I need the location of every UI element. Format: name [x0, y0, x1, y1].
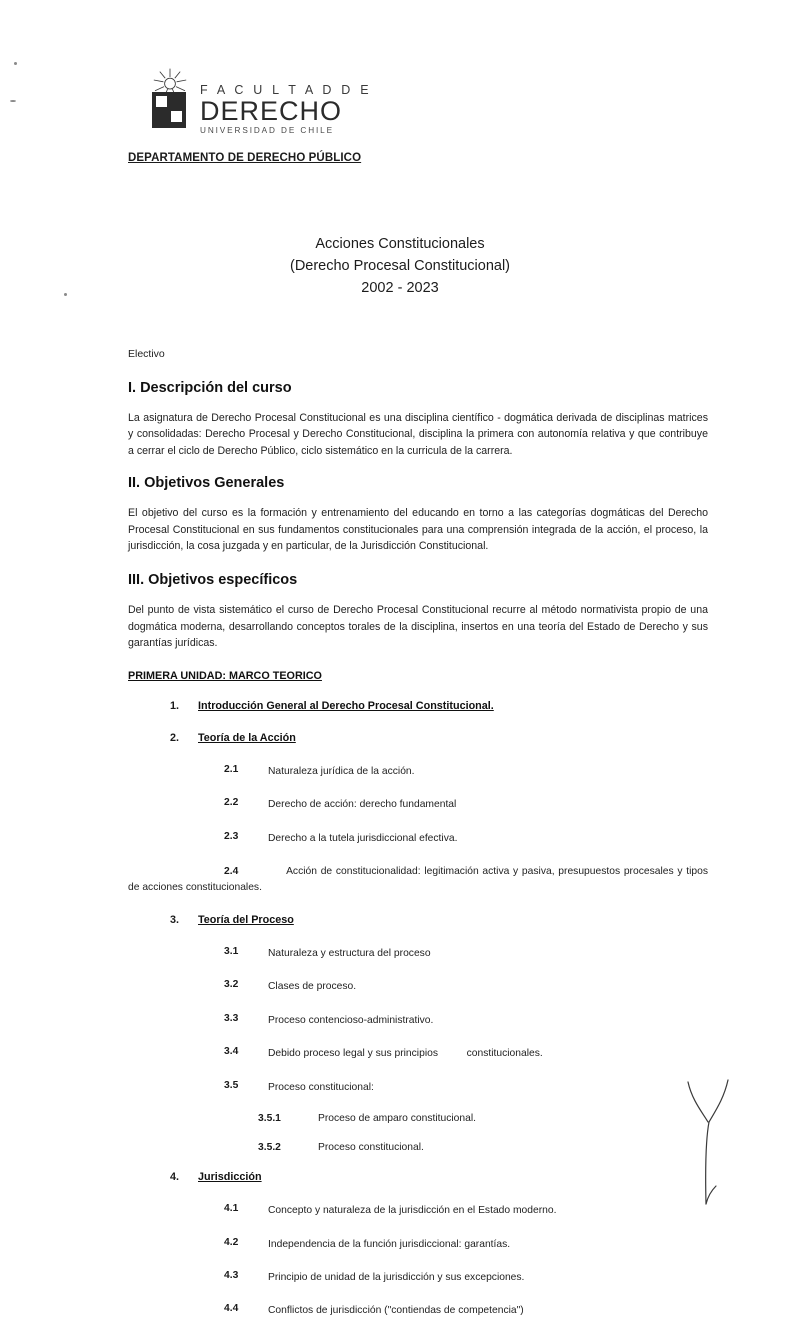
outline-number: 1.: [170, 699, 180, 712]
outline-text: Debido proceso legal y sus principios constitucionales.: [268, 1048, 543, 1060]
outline-number: 3.5.2: [258, 1142, 281, 1154]
outline-item: [128, 1203, 708, 1218]
logo-line-derecho: DERECHO: [200, 95, 343, 126]
outline-number: 4.: [170, 1171, 180, 1184]
outline-item: [128, 1046, 708, 1061]
outline-text: Concepto y naturaleza de la jurisdicción en el Estado moderno.: [268, 1205, 557, 1217]
outline-text: Proceso constitucional.: [318, 1142, 424, 1154]
section-heading-2: II. Objetivos Generales: [128, 475, 285, 492]
outline-number: 3.4: [224, 1046, 239, 1058]
outline-item: [128, 1303, 708, 1318]
outline-number: 4.1: [224, 1203, 239, 1215]
outline-text: Teoría del Proceso: [198, 913, 294, 926]
outline-text: Jurisdicción: [198, 1171, 262, 1184]
section-text-1: La asignatura de Derecho Procesal Constitucional es una disciplina científico - dogmática derivada de disciplinas matrices y consolidadas: Derecho Procesal y Derecho Constitucional, disciplina la primera con autonomía relativa y que contribuye a cerrar el ciclo de Derecho Público, ciclo sistemático en la curricula de la carrera.: [128, 412, 708, 457]
outline-number: 3.5.1: [258, 1113, 281, 1125]
outline-number: 2.1: [224, 763, 239, 775]
logo-line-faculty: F A C U L T A D D E: [200, 83, 372, 97]
page-bottom-edge: [0, 1220, 800, 1222]
outline-item: [128, 1013, 708, 1028]
outline-text: Acción de constitucionalidad: legitimación activa y pasiva, presupuestos procesales y tipos de acciones constitucionales.: [128, 865, 708, 893]
outline-item: [128, 700, 708, 712]
outline-number: 2.4: [224, 865, 239, 877]
outline-text: Teoría de la Acción: [198, 731, 296, 744]
scan-speck: [10, 100, 16, 102]
outline-text: Derecho a la tutela jurisdiccional efectiva.: [268, 832, 458, 844]
outline-text: Naturaleza y estructura del proceso: [268, 947, 431, 959]
outline-item: [128, 979, 708, 994]
outline-number: 3.1: [224, 945, 239, 957]
outline-item: [128, 914, 708, 926]
course-type: Electivo: [128, 348, 165, 360]
outline-number: 2.3: [224, 830, 239, 842]
outline-item: [128, 764, 708, 779]
section-text-2: El objetivo del curso es la formación y entrenamiento del educando en torno a las categorías dogmáticas del Derecho Procesal Constitucional en sus fundamentos constitucionales para una comprensión integrada de la acción, el proceso, la jurisdicción, la cosa juzgada y en particular, de la Jurisdicción Constitucional.: [128, 507, 708, 553]
document-body: [128, 348, 708, 1337]
outline-number: 3.: [170, 913, 180, 926]
outline-item: [128, 1142, 708, 1153]
logo-mark: [148, 68, 194, 130]
outline-item: [128, 946, 708, 961]
outline-number: 2.2: [224, 797, 239, 809]
section-heading-1: I. Descripción del curso: [128, 380, 292, 396]
outline-number: 3.3: [224, 1012, 239, 1024]
outline-item: [128, 864, 708, 896]
outline-item: [128, 1171, 708, 1183]
outline-text: Proceso contencioso-administrativo.: [268, 1014, 434, 1026]
unit-heading: PRIMERA UNIDAD: MARCO TEORICO: [128, 669, 322, 682]
department-heading: DEPARTAMENTO DE DERECHO PÚBLICO: [128, 152, 362, 164]
outline-text: Principio de unidad de la jurisdicción y sus excepciones.: [268, 1271, 525, 1283]
outline-item: [128, 831, 708, 846]
scan-speck: [14, 62, 17, 65]
shield-checker-icon: [152, 92, 186, 128]
outline-number: 3.2: [224, 979, 239, 991]
outline-number: 2.: [170, 731, 180, 744]
title-line-2: (Derecho Procesal Constitucional): [289, 257, 510, 274]
outline-item: [128, 797, 708, 812]
handwritten-signature-mark: [682, 1078, 738, 1208]
logo-line-university: UNIVERSIDAD DE CHILE: [200, 125, 334, 135]
title-line-3: 2002 - 2023: [361, 279, 439, 296]
section-heading-3: III. Objetivos específicos: [128, 572, 298, 589]
title-line-1: Acciones Constitucionales: [315, 236, 485, 252]
outline-text: Introducción General al Derecho Procesal Constitucional.: [198, 699, 494, 712]
outline-item: [128, 1237, 708, 1252]
outline-number: 4.2: [224, 1236, 239, 1248]
outline-number: 4.3: [224, 1269, 239, 1281]
outline-text: Naturaleza jurídica de la acción.: [268, 765, 415, 777]
outline-item: [128, 732, 708, 744]
outline-text: Conflictos de jurisdicción ("contiendas de competencia"): [268, 1305, 524, 1317]
logo-text: [200, 68, 372, 135]
outline-item: [128, 1270, 708, 1285]
section-text-3: Del punto de vista sistemático el curso de Derecho Procesal Constitucional recurre al método normativista propio de una dogmática moderna, desarrollando conceptos torales de la disciplina, insertos en una teoría del Estado de Derecho y sus garantías jurídicas.: [128, 604, 708, 650]
outline-number: 4.4: [224, 1303, 239, 1315]
outline-text: Proceso constitucional:: [268, 1081, 374, 1093]
outline-number: 3.5: [224, 1079, 239, 1091]
outline-text: Derecho de acción: derecho fundamental: [268, 799, 457, 811]
outline-text: Independencia de la función jurisdiccional: garantías.: [268, 1238, 511, 1250]
outline-text: Clases de proceso.: [268, 981, 357, 993]
outline-item: [128, 1113, 708, 1124]
outline-text: Proceso de amparo constitucional.: [318, 1113, 476, 1125]
faculty-logo: [148, 68, 372, 135]
outline-item: [128, 1080, 708, 1095]
document-title: [0, 234, 800, 299]
